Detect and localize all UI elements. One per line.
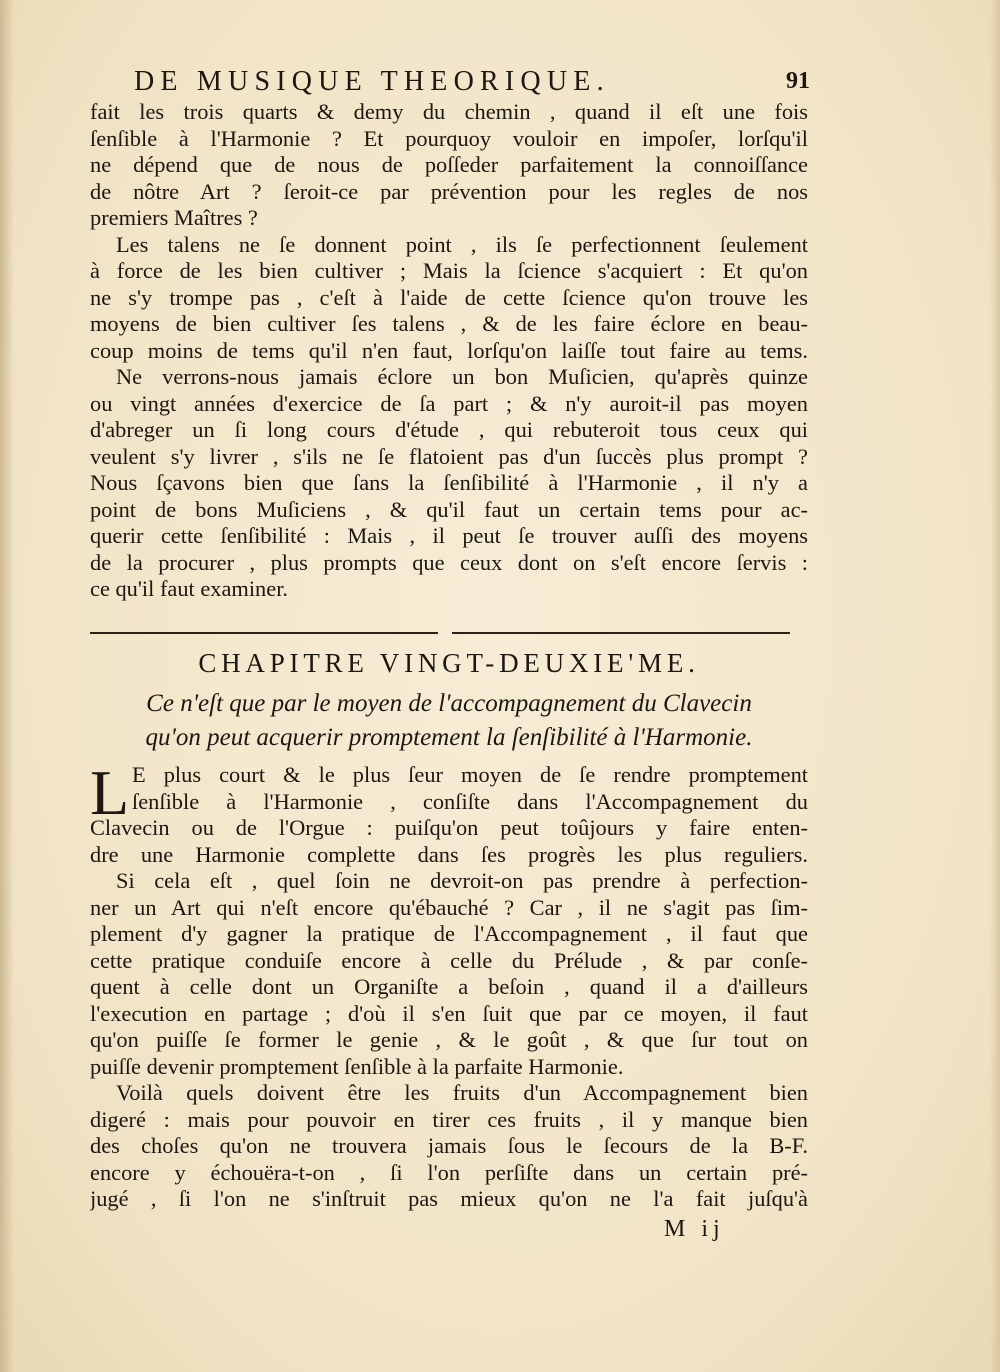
text-line: ner un Art qui n'eſt encore qu'ébauché ? Car , il ne s'agit pas ſim- [90, 894, 808, 920]
chapter-subtitle-line: Ce n'eſt que par le moyen de l'accompagnement du Clavecin [146, 690, 752, 717]
text-line: des choſes qu'on ne trouvera jamais ſous le ſecours de la B-F. [90, 1133, 808, 1158]
text-line: jugé , ſi l'on ne s'inſtruit pas mieux qu'on ne l'a fait juſqu'à [90, 1186, 808, 1211]
text-line: ne dépend que de nous de poſſeder parfaitement la connoiſſance [90, 152, 808, 177]
text-line: ſenſible à l'Harmonie ? Et pourquoy vouloir en impoſer, lorſqu'il [90, 125, 808, 151]
drop-cap-lines [132, 762, 808, 815]
signature-mark: M ij [664, 1216, 725, 1242]
text-line: Ne verrons-nous jamais éclore un bon Muſicien, qu'après quinze [116, 364, 808, 389]
drop-cap: L [90, 757, 130, 828]
text-line: quent à celle dont un Organiſte a beſoin , quand il a d'ailleurs [90, 974, 808, 999]
text-line: digeré : mais pour pouvoir en tirer ces fruits , il y manque bien [90, 1106, 808, 1132]
text-line: Nous ſçavons bien que ſans la ſenſibilité à l'Harmonie , il n'y a [90, 470, 808, 495]
text-line: fait les trois quarts & demy du chemin , quand il eſt une fois [90, 99, 808, 124]
text-line: puiſſe devenir promptement ſenſible à la parfaite Harmonie. [90, 1053, 624, 1079]
text-line: premiers Maîtres ? [90, 205, 258, 230]
running-head [134, 66, 810, 102]
text-line: l'execution en partage ; d'où il s'en ſuit que par ce moyen, il faut [90, 1000, 808, 1026]
text-line: Clavecin ou de l'Orgue : puiſqu'on peut toûjours y faire enten- [90, 815, 808, 840]
page-gutter-shadow [0, 0, 14, 1372]
page-edge-shadow [990, 0, 1000, 1372]
text-line: coup moins de tems qu'il n'en faut, lorſqu'on laiſſe tout faire au tems. [90, 337, 808, 363]
text-after-chapter [90, 815, 808, 1213]
text-line: encore y échouëra-t-on , ſi l'on perſiſte dans un certain pré- [90, 1159, 808, 1185]
text-line: Si cela eſt , quel ſoin ne devroit-on pas prendre à perfection- [116, 868, 808, 893]
text-line: Voilà quels doivent être les fruits d'un Accompagnement bien [116, 1080, 808, 1105]
text-line: d'abreger un ſi long cours d'étude , qui rebuteroit tous ceux qui [90, 417, 808, 442]
text-line: de la procurer , plus prompts que ceux dont on s'eſt encore ſervis : [90, 549, 808, 575]
text-line: plement d'y gagner la pratique de l'Accompagnement , il faut que [90, 921, 808, 946]
text-line: ſenſible à l'Harmonie , conſiſte dans l'Accompagnement du [132, 788, 808, 814]
text-line: de nôtre Art ? ſeroit-ce par prévention pour les regles de nos [90, 178, 808, 204]
text-line: Les talens ne ſe donnent point , ils ſe perfectionnent ſeulement [116, 231, 808, 257]
text-line: qu'on puiſſe ſe former le genie , & le goût , & que ſur tout on [90, 1027, 808, 1052]
text-line: moyens de bien cultiver ſes talens , & de les faire éclore en beau- [90, 311, 808, 336]
text-before-chapter [90, 99, 808, 603]
text-line: veulent s'y livrer , s'ils ne ſe flatoient pas d'un ſuccès plus prompt ? [90, 443, 808, 469]
chapter-subtitle-line: qu'on peut acquerir promptement la ſenſibilité à l'Harmonie. [145, 724, 753, 751]
page-number: 91 [786, 68, 810, 94]
text-line: E plus court & le plus ſeur moyen de ſe rendre promptement [132, 762, 808, 787]
section-rule-right [452, 632, 790, 634]
text-line: dre une Harmonie complette dans ſes progrès les plus reguliers. [90, 841, 808, 867]
text-line: ne s'y trompe pas , c'eſt à l'aide de cette ſcience qu'on trouve les [90, 284, 808, 310]
text-line: ou vingt années d'exercice de ſa part ; & n'y auroit-il pas moyen [90, 390, 808, 416]
text-line: cette pratique conduiſe encore à celle du Prélude , & par conſe- [90, 947, 808, 973]
chapter-title: CHAPITRE VINGT-DEUXIE'ME. [198, 648, 700, 678]
running-title: DE MUSIQUE THEORIQUE. [134, 66, 610, 97]
text-line: querir cette ſenſibilité : Mais , il peut ſe trouver auſſi des moyens [90, 523, 808, 548]
text-line: à force de les bien cultiver ; Mais la ſcience s'acquiert : Et qu'on [90, 258, 808, 283]
section-rule-left [90, 632, 438, 634]
text-line: point de bons Muſiciens , & qu'il faut un certain tems pour ac- [90, 496, 808, 522]
text-line: ce qu'il faut examiner. [90, 576, 289, 601]
